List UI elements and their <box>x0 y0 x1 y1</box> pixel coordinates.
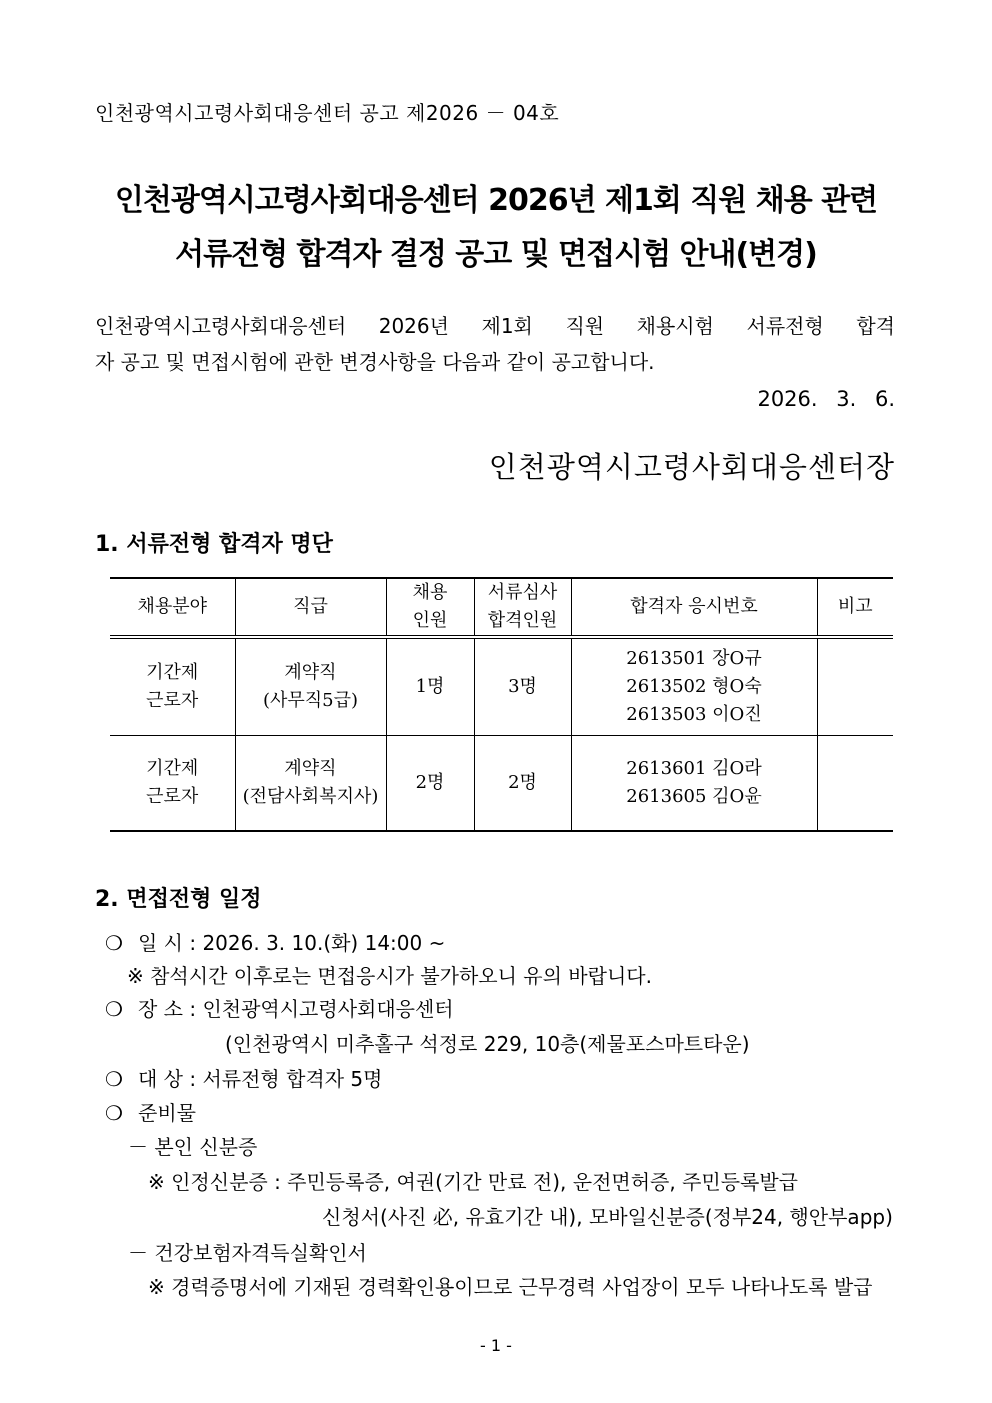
header-cell: 채용분야 <box>110 578 235 637</box>
cell-hires: 1명 <box>386 637 474 736</box>
header-cell: 합격자 응시번호 <box>571 578 817 637</box>
bullet-icon: ❍ <box>105 931 123 955</box>
cell-field: 기간제 근로자 <box>110 736 235 832</box>
cell-grade: 계약직 (전담사회복지사) <box>235 736 386 832</box>
notice-number: 인천광역시고령사회대응센터 공고 제2026 － 04호 <box>95 101 560 125</box>
cell-grade: 계약직 (사무직5급) <box>235 637 386 736</box>
bullet-icon: ❍ <box>105 1067 123 1091</box>
header-cell: 서류심사 합격인원 <box>474 578 571 637</box>
cell-passed: 3명 <box>474 637 571 736</box>
intro-line-1: 인천광역시고령사회대응센터 2026년 제1회 직원 채용시험 서류전형 합격 <box>95 314 895 338</box>
passed-applicants-table <box>110 577 893 832</box>
cell-field: 기간제 근로자 <box>110 637 235 736</box>
section-2-heading: 2. 면접전형 일정 <box>95 887 262 912</box>
header-cell: 채용 인원 <box>386 578 474 637</box>
prep-item <box>105 1097 196 1126</box>
prep-id-card-note-2: 신청서(사진 必, 유효기간 내), 모바일신분증(정부24, 행안부app) <box>322 1205 893 1229</box>
title-line-1: 인천광역시고령사회대응센터 2026년 제1회 직원 채용 관련 <box>114 183 878 218</box>
intro-line-2: 자 공고 및 면접시험에 관한 변경사항을 다음과 같이 공고합니다. <box>95 350 655 374</box>
place-detail: (인천광역시 미추홀구 석정로 229, 10층(제물포스마트타운) <box>225 1032 750 1056</box>
target-label: 대 상 : <box>138 1067 197 1091</box>
cell-passed: 2명 <box>474 736 571 832</box>
place-value: 인천광역시고령사회대응센터 <box>202 997 454 1021</box>
header-cell: 직급 <box>235 578 386 637</box>
cell-applicants: 2613501 장O규 2613502 형O숙 2613503 이O진 <box>571 637 817 736</box>
header-cell: 비고 <box>817 578 893 637</box>
prep-id-card: － 본인 신분증 <box>128 1135 258 1159</box>
page-number: - 1 - <box>480 1336 512 1355</box>
notice-date: 2026. 3. 6. <box>757 387 895 411</box>
place-label: 장 소 : <box>138 997 197 1021</box>
prep-insurance-note: ※ 경력증명서에 기재된 경력확인용이므로 근무경력 사업장이 모두 나타나도록 발급 <box>148 1275 873 1299</box>
cell-note <box>817 637 893 736</box>
target-value: 서류전형 합격자 5명 <box>202 1067 383 1091</box>
bullet-icon: ❍ <box>105 997 123 1021</box>
cell-hires: 2명 <box>386 736 474 832</box>
section-1-heading: 1. 서류전형 합격자 명단 <box>95 532 333 557</box>
bullet-icon: ❍ <box>105 1101 123 1125</box>
signature: 인천광역시고령사회대응센터장 <box>488 450 895 484</box>
target-item <box>105 1063 382 1092</box>
table-row <box>110 736 893 832</box>
datetime-label: 일 시 : <box>138 931 197 955</box>
datetime-value: 2026. 3. 10.(화) 14:00 ~ <box>202 931 446 955</box>
table-header-row <box>110 578 893 637</box>
cell-note <box>817 736 893 832</box>
place-item <box>105 993 454 1022</box>
datetime-note: ※ 참석시간 이후로는 면접응시가 불가하오니 유의 바랍니다. <box>127 964 652 988</box>
title-line-2: 서류전형 합격자 결정 공고 및 면접시험 안내(변경) <box>175 237 817 272</box>
prep-label: 준비물 <box>138 1101 196 1125</box>
table-row <box>110 637 893 736</box>
datetime-item <box>105 927 445 956</box>
prep-insurance: － 건강보험자격득실확인서 <box>128 1241 367 1265</box>
prep-id-card-note-1: ※ 인정신분증 : 주민등록증, 여권(기간 만료 전), 운전면허증, 주민등록발급 <box>148 1170 798 1194</box>
cell-applicants: 2613601 김O라 2613605 김O윤 <box>571 736 817 832</box>
